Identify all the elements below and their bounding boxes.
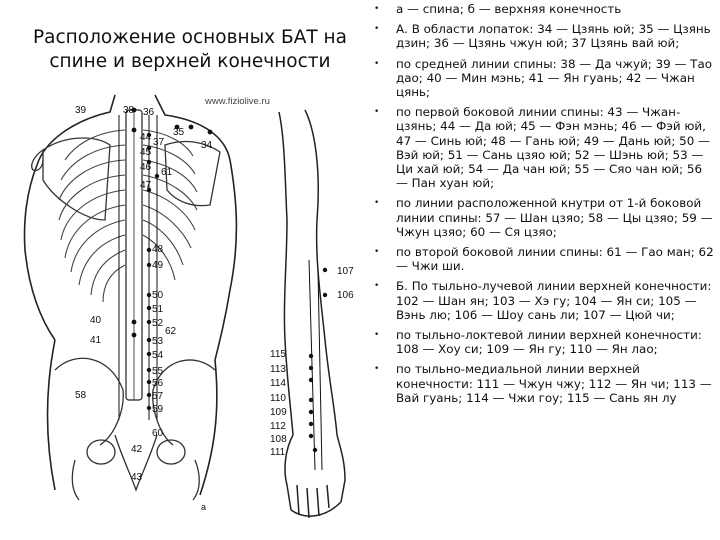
label-34: 34 xyxy=(201,140,213,151)
anatomy-figure xyxy=(15,90,365,530)
label-38: 38 xyxy=(123,105,135,116)
legend-text: по тыльно-локтевой линии верхней конечности: 108 — Хоу си; 109 — Ян гу; 110 — Ян лао; xyxy=(396,328,702,357)
anatomy-illustration xyxy=(15,90,365,530)
label-35: 35 xyxy=(173,127,185,138)
label-41: 41 xyxy=(90,335,102,346)
label-111: 111 xyxy=(270,447,286,458)
label-115: 115 xyxy=(270,349,286,360)
label-107: 107 xyxy=(337,266,354,277)
page-title xyxy=(20,26,360,74)
legend-item xyxy=(372,196,716,239)
label-46: 46 xyxy=(140,162,152,173)
legend-item xyxy=(372,57,716,100)
title-line-2: спине и верхней конечности xyxy=(49,51,331,72)
label-62: 62 xyxy=(165,326,177,337)
legend-item xyxy=(372,22,716,50)
legend-item xyxy=(372,2,716,16)
label-47: 47 xyxy=(140,180,152,191)
rib-cage xyxy=(59,130,197,302)
bullet-icon: • xyxy=(374,4,380,14)
bullet-icon: • xyxy=(374,364,380,375)
label-54: 54 xyxy=(152,350,164,361)
bullet-icon: • xyxy=(374,24,380,35)
label-56: 56 xyxy=(152,378,164,389)
back-point-labels xyxy=(75,105,213,483)
legend-item xyxy=(372,245,716,273)
label-42: 42 xyxy=(131,444,143,455)
label-59: 59 xyxy=(152,404,164,415)
label-112: 112 xyxy=(270,421,286,432)
label-110: 110 xyxy=(270,393,286,404)
legend-text: по средней линии спины: 38 — Да чжуй; 39 — Тао дао; 40 — Мин мэнь; 41 — Ян гуань; 42 — Чжан цянь; xyxy=(396,56,713,100)
label-44: 44 xyxy=(140,132,152,143)
label-52: 52 xyxy=(152,318,164,329)
label-60: 60 xyxy=(152,428,164,439)
label-39: 39 xyxy=(75,105,87,116)
label-57: 57 xyxy=(152,391,164,402)
legend-text: по тыльно-медиальной линии верхней конечности: 111 — Чжун чжу; 112 — Ян чи; 113 — Вай гуань; 114 — Чжи гоу; 115 — Сань ян лу xyxy=(396,362,712,405)
label-50: 50 xyxy=(152,290,164,301)
title-line-1: Расположение основных БАТ на xyxy=(33,27,347,48)
label-58: 58 xyxy=(75,390,87,401)
bullet-icon: • xyxy=(374,281,380,292)
legend-text: по линии расположенной кнутри от 1-й боковой линии спины: 57 — Шан цзяо; 58 — Цы цзяо; 59 — Чжун цзяо; 60 — Ся цзяо; xyxy=(396,196,713,239)
legend-item xyxy=(372,328,716,356)
legend-item xyxy=(372,279,716,322)
bullet-icon: • xyxy=(374,247,380,258)
label-36: 36 xyxy=(143,107,155,118)
legend-text: по второй боковой линии спины: 61 — Гао ман; 62 — Чжи ши. xyxy=(396,245,714,274)
label-45: 45 xyxy=(140,147,152,158)
back-outline xyxy=(25,95,237,495)
watermark: www.fiziolive.ru xyxy=(205,96,270,107)
legend-text: а — спина; б — верхняя конечность xyxy=(396,2,622,16)
bullet-icon: • xyxy=(374,58,380,69)
legend-item xyxy=(372,362,716,405)
legend-text: А. В области лопаток: 34 — Цзянь юй; 35 — Цзянь дзин; 36 — Цзянь чжун юй; 37 Цзянь вай юй; xyxy=(396,22,711,51)
label-61: 61 xyxy=(161,167,173,178)
label-106: 106 xyxy=(337,290,354,301)
label-49: 49 xyxy=(152,260,164,271)
label-48: 48 xyxy=(152,244,164,255)
label-113: 113 xyxy=(270,364,286,375)
legend-list xyxy=(372,2,716,405)
bullet-icon: • xyxy=(374,198,380,209)
label-37: 37 xyxy=(153,137,165,148)
caption-a: а xyxy=(201,502,207,512)
legend-item xyxy=(372,105,716,190)
label-43: 43 xyxy=(131,472,143,483)
bullet-icon: • xyxy=(374,107,380,118)
label-109: 109 xyxy=(270,407,287,418)
label-51: 51 xyxy=(152,304,164,315)
label-40: 40 xyxy=(90,315,102,326)
label-53: 53 xyxy=(152,336,164,347)
legend-text: по первой боковой линии спины: 43 — Чжан-цзянь; 44 — Да юй; 45 — Фэн мэнь; 46 — Фэй юй, 47 — Синь юй; 48 — Гань юй; 49 — Дань юй; 50 — Вэй юй; 51 — Сань цзяо юй; 52 — Шэнь юй; 53 — Ци хай юй; 54 — Да чан юй; 55 — Сяо чан юй; 56 — Пан хуан юй; xyxy=(396,105,710,191)
arm-outline xyxy=(279,110,345,518)
bullet-icon: • xyxy=(374,330,380,341)
label-55: 55 xyxy=(152,366,164,377)
legend-text: Б. По тыльно-лучевой линии верхней конечности: 102 — Шан ян; 103 — Хэ гу; 104 — Ян си; 105 — Вэнь лю; 106 — Шоу сань ли; 107 — Цюй чи; xyxy=(396,279,712,322)
label-108: 108 xyxy=(270,434,287,445)
label-114: 114 xyxy=(270,378,286,389)
